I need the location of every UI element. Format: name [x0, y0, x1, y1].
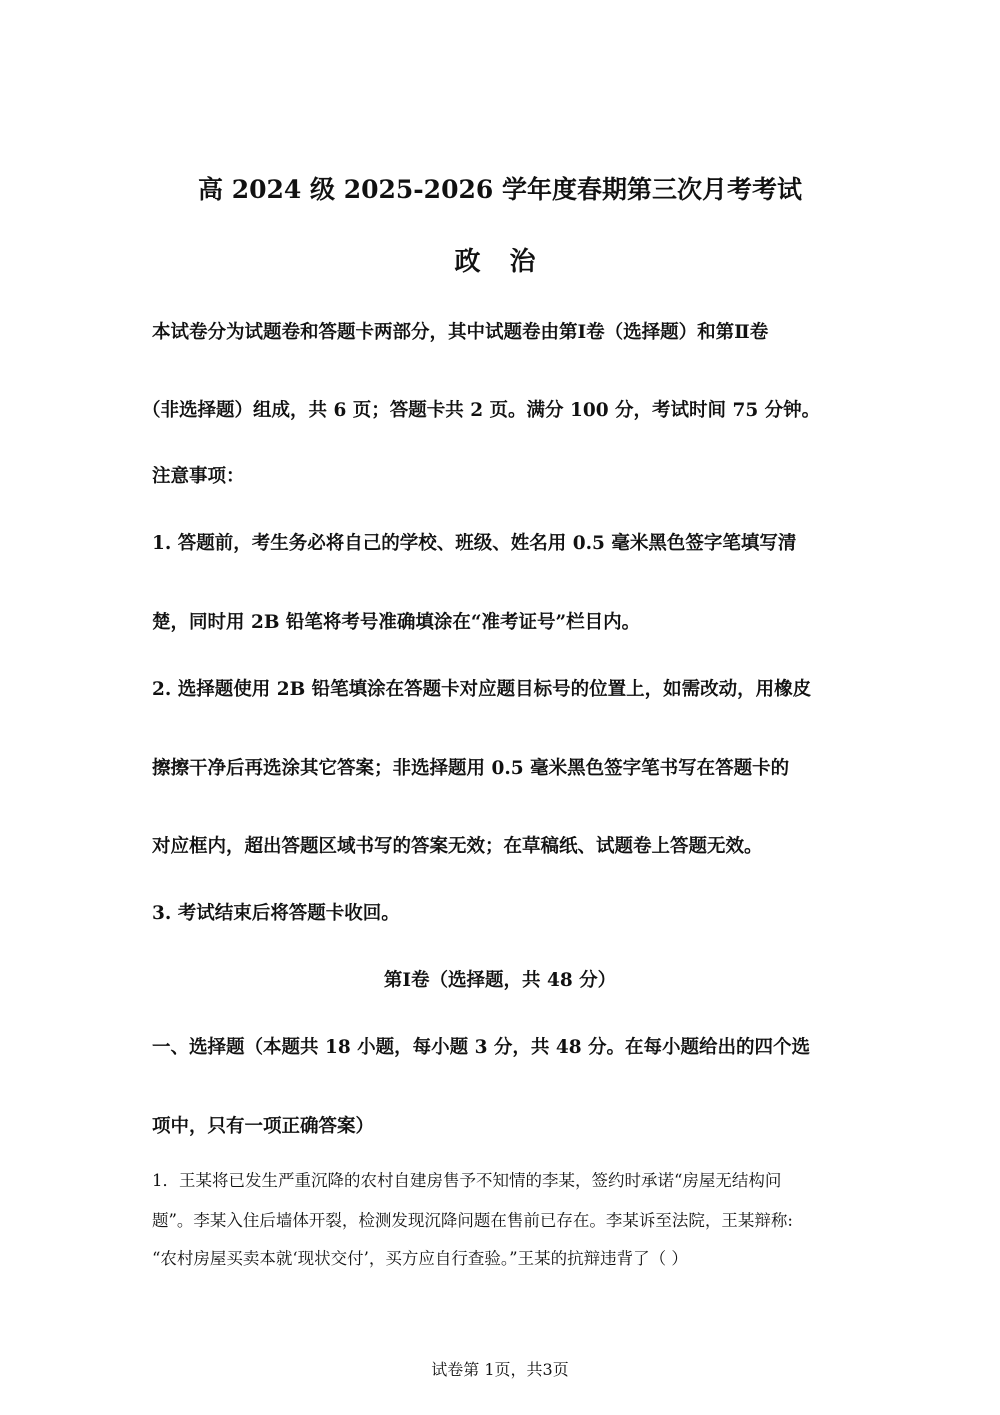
section-instruction-1: 一、选择题（本题共 18 小题，每小题 3 分，共 48 分。在每小题给出的四个选 — [152, 1037, 811, 1058]
notice-heading: 注意事项： — [152, 466, 245, 487]
section-instruction-2: 项中，只有一项正确答案） — [152, 1116, 375, 1137]
question-1-line-3: “农村房屋买卖本就‘现状交付’，买方应自行查验。”王某的抗辩违背了（ ） — [152, 1249, 688, 1268]
exam-title: 高 2024 级 2025-2026 学年度春期第三次月考考试 — [198, 175, 802, 204]
notice-line-5: 对应框内，超出答题区域书写的答案无效；在草稿纸、试题卷上答题无效。 — [152, 836, 763, 857]
page-footer: 试卷第 1页，共3页 — [431, 1360, 569, 1379]
subject-heading: 政 治 — [454, 247, 546, 277]
section-title: 第Ⅰ卷（选择题，共 48 分） — [383, 970, 617, 991]
notice-line-6: 3. 考试结束后将答题卡收回。 — [152, 903, 400, 924]
intro-line-2: （非选择题）组成，共 6 页；答题卡共 2 页。满分 100 分，考试时间 75 分钟。 — [142, 400, 821, 421]
notice-line-1: 1. 答题前，考生务必将自己的学校、班级、姓名用 0.5 毫米黑色签字笔填写清 — [152, 533, 797, 554]
intro-line-1: 本试卷分为试题卷和答题卡两部分，其中试题卷由第Ⅰ卷（选择题）和第Ⅱ卷 — [152, 322, 769, 343]
question-1-line-2: 题”。李某入住后墙体开裂，检测发现沉降问题在售前已存在。李某诉至法院，王某辩称: — [152, 1211, 793, 1230]
notice-line-4: 擦擦干净后再选涂其它答案；非选择题用 0.5 毫米黑色签字笔书写在答题卡的 — [152, 758, 790, 779]
notice-line-2: 楚，同时用 2B 铅笔将考号准确填涂在“准考证号”栏目内。 — [152, 612, 641, 633]
notice-line-3: 2. 选择题使用 2B 铅笔填涂在答题卡对应题目标号的位置上，如需改动，用橡皮 — [152, 679, 812, 700]
question-1-line-1: 1．王某将已发生严重沉降的农村自建房售予不知情的李某，签约时承诺“房屋无结构问 — [152, 1171, 782, 1190]
